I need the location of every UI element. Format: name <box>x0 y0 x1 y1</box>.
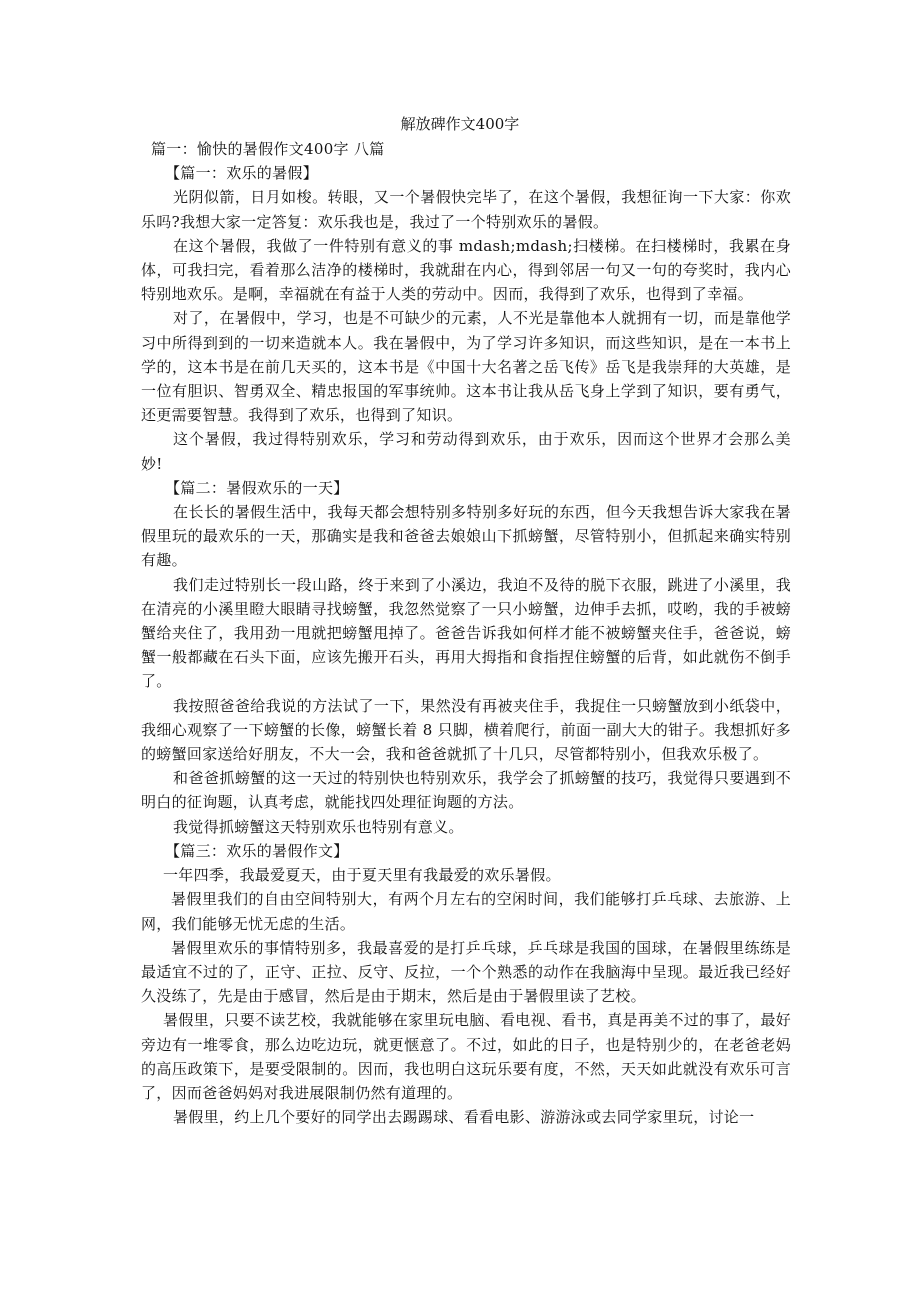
paragraph: 暑假里欢乐的事情特别多，我最喜爱的是打乒乓球，乒乓球是我国的国球，在暑假里练练是最适宜不过的了，正守、正拉、反守、反拉，一个个熟悉的动作在我脑海中呈现。最近我已经好久没练了，先是由于感冒，然后是由于期末，然后是由于暑假里读了艺校。 <box>141 938 791 1006</box>
document-body <box>141 137 791 1129</box>
paragraph: 暑假里，约上几个要好的同学出去踢踢球、看看电影、游游泳或去同学家里玩，讨论一 <box>173 1108 755 1127</box>
paragraph: 光阴似箭，日月如梭。转眼，又一个暑假快完毕了，在这个暑假，我想征询一下大家：你欢乐吗?我想大家一定答复：欢乐我也是，我过了一个特别欢乐的暑假。 <box>141 188 791 231</box>
section-heading: 【篇二：暑假欢乐的一天】 <box>165 478 349 497</box>
paragraph: 在这个暑假，我做了一件特别有意义的事 mdash;mdash;扫楼梯。在扫楼梯时，我累在身体，可我扫完，看着那么洁净的楼梯时，我就甜在内心，得到邻居一句又一句的夸奖时，我内心特别地欢乐。是啊，幸福就在有益于人类的劳动中。因而，我得到了欢乐，也得到了幸福。 <box>141 236 791 304</box>
paragraph: 和爸爸抓螃蟹的这一天过的特别快也特别欢乐，我学会了抓螃蟹的技巧，我觉得只要遇到不明白的征询题，认真考虑，就能找四处理征询题的方法。 <box>141 769 791 812</box>
paragraph: 对了，在暑假中，学习，也是不可缺少的元素，人不光是靠他本人就拥有一切，而是靠他学习中所得到到的一切来造就本人。我在暑假中，为了学习许多知识，而这些知识，是在一本书上学的，这本书是在前几天买的，这本书是《中国十大名著之岳飞传》岳飞是我崇拜的大英雄，是一位有胆识、智勇双全、精忠报国的军事统帅。这本书让我从岳飞身上学到了知识，要有勇气，还更需要智慧。我得到了欢乐，也得到了知识。 <box>141 309 791 425</box>
paragraph: 暑假里，只要不读艺校，我就能够在家里玩电脑、看电视、看书，真是再美不过的事了，最好旁边有一堆零食，那么边吃边玩，就更惬意了。不过，如此的日子，也是特别少的，在老爸老妈的高压政策下，是要受限制的。因而，我也明白这玩乐要有度，不然，天天如此就没有欢乐可言了，因而爸爸妈妈对我进展限制仍然有道理的。 <box>141 1011 791 1102</box>
paragraph: 这个暑假，我过得特别欢乐，学习和劳动得到欢乐，由于欢乐，因而这个世界才会那么美妙! <box>141 430 791 473</box>
section-heading: 【篇三：欢乐的暑假作文】 <box>165 841 349 860</box>
paragraph: 暑假里我们的自由空间特别大，有两个月左右的空闲时间，我们能够打乒乓球、去旅游、上网，我们能够无忧无虑的生活。 <box>141 890 791 933</box>
paragraph: 我们走过特别长一段山路，终于来到了小溪边，我迫不及待的脱下衣服，跳进了小溪里，我在清亮的小溪里瞪大眼睛寻找螃蟹，我忽然觉察了一只小螃蟹，边伸手去抓，哎哟，我的手被螃蟹给夹住了，我用劲一甩就把螃蟹甩掉了。爸爸告诉我如何样才能不被螃蟹夹住手，爸爸说，螃蟹一般都藏在石头下面，应该先搬开石头，再用大拇指和食指捏住螃蟹的后背，如此就伤不倒手了。 <box>141 575 791 691</box>
document-subtitle: 篇一：愉快的暑假作文400字 八篇 <box>151 140 385 158</box>
paragraph: 我按照爸爸给我说的方法试了一下，果然没有再被夹住手，我捉住一只螃蟹放到小纸袋中，我细心观察了一下螃蟹的长像，螃蟹长着 8 只脚，横着爬行，前面一副大大的钳子。我想抓好多的螃蟹回家送给好朋友，不大一会，我和爸爸就抓了十几只，尽管都特别小，但我欢乐极了。 <box>141 696 791 764</box>
section-heading: 【篇一：欢乐的暑假】 <box>165 164 319 183</box>
paragraph: 在长长的暑假生活中，我每天都会想特别多特别多好玩的东西，但今天我想告诉大家我在暑假里玩的最欢乐的一天，那确实是我和爸爸去娘娘山下抓螃蟹，尽管特别小，但抓起来确实特别有趣。 <box>141 503 791 570</box>
paragraph: 一年四季，我最爱夏天，由于夏天里有我最爱的欢乐暑假。 <box>163 866 561 885</box>
document-title: 解放碑作文400字 <box>400 115 520 133</box>
paragraph: 我觉得抓螃蟹这天特别欢乐也特别有意义。 <box>173 817 464 836</box>
